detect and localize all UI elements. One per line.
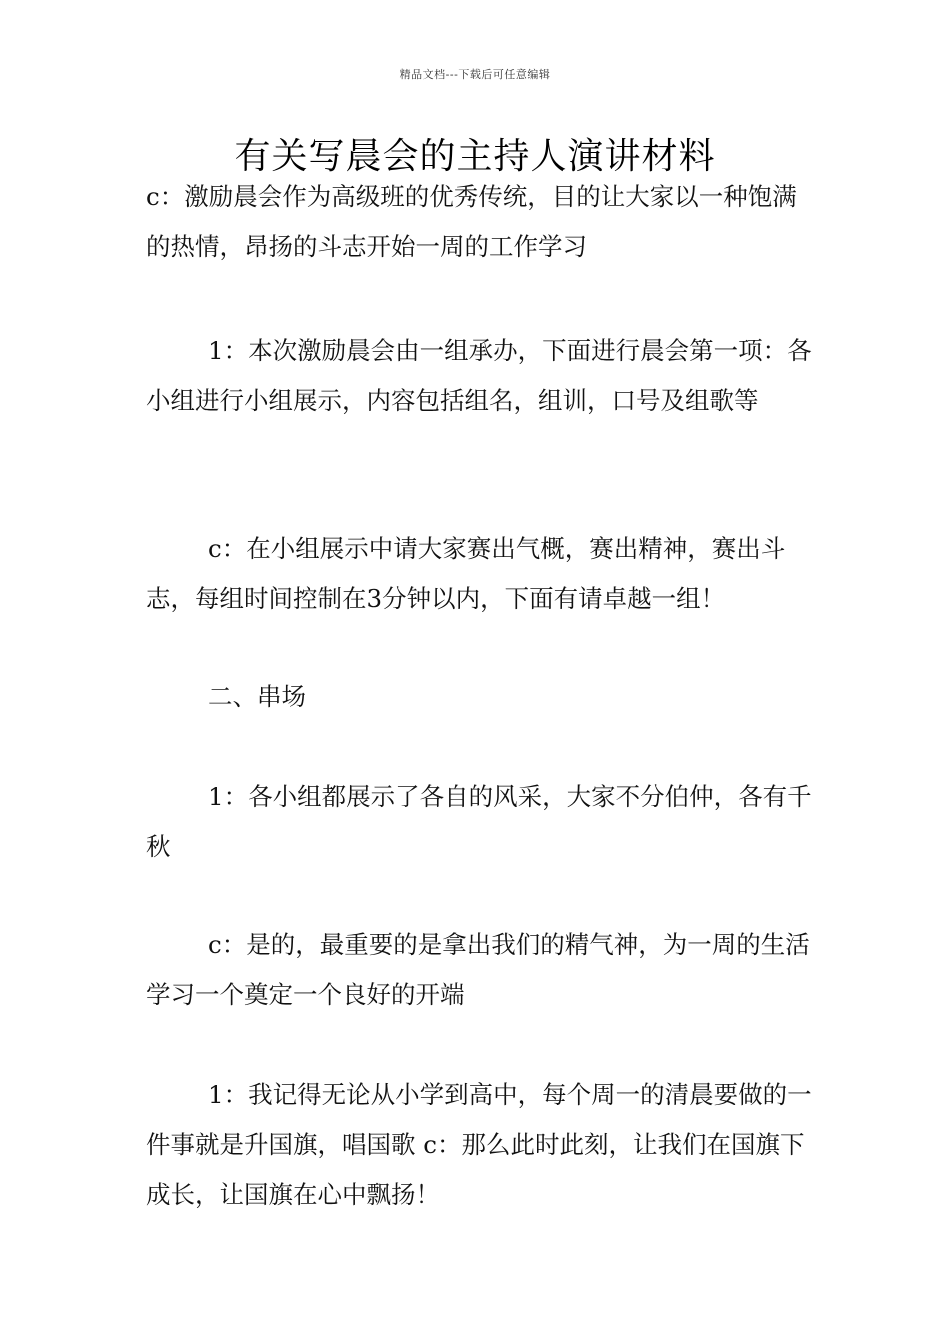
paragraph-1: c：激励晨会作为高级班的优秀传统，目的让大家以一种饱满的热情，昂扬的斗志开始一周的工作学习	[146, 182, 797, 261]
paragraph-5: c：是的，最重要的是拿出我们的精气神，为一周的生活学习一个奠定一个良好的开端	[146, 930, 810, 1009]
paragraph-6: 1：我记得无论从小学到高中，每个周一的清晨要做的一件事就是升国旗，唱国歌 c：那么此时此刻，让我们在国旗下成长，让国旗在心中飘扬！	[146, 1080, 812, 1209]
document-title: 有关写晨会的主持人演讲材料	[234, 136, 716, 177]
paragraph-2: 1：本次激励晨会由一组承办，下面进行晨会第一项：各小组进行小组展示，内容包括组名，组训，口号及组歌等	[146, 336, 812, 415]
section-heading: 二、串场	[208, 682, 306, 711]
paragraph-3: c：在小组展示中请大家赛出气概，赛出精神，赛出斗志，每组时间控制在3分钟以内，下面有请卓越一组！	[146, 534, 786, 613]
header-note: 精品文档---下载后可任意编辑	[399, 68, 551, 81]
paragraph-4: 1：各小组都展示了各自的风采，大家不分伯仲，各有千秋	[146, 782, 812, 861]
